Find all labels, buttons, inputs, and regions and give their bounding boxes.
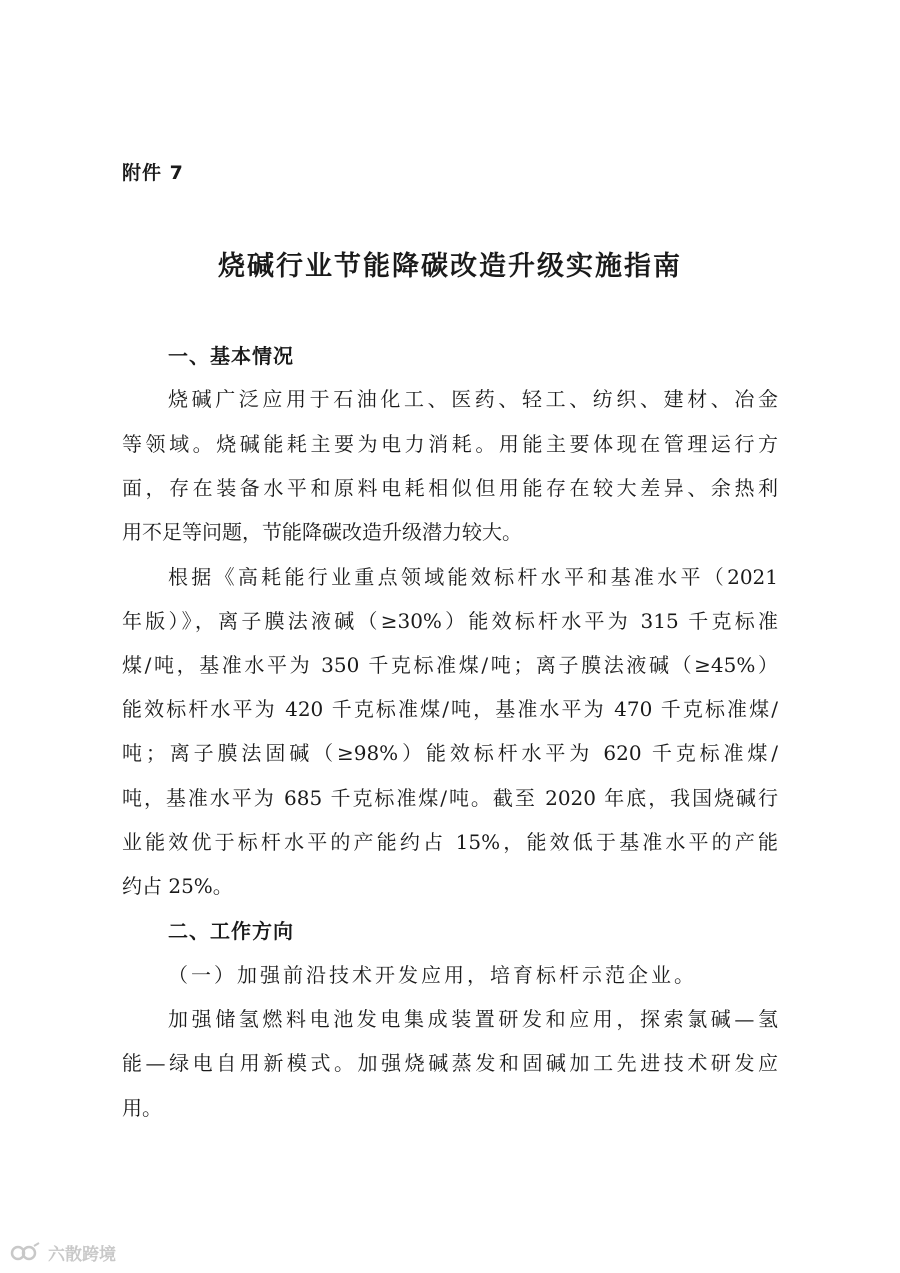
paragraph-line: 年版）》，离子膜法液碱（≥30%）能效标杆水平为 315 千克标准 [122,609,778,633]
paragraph-line: 用不足等问题，节能降碳改造升级潜力较大。 [122,520,522,544]
document-title: 烧碱行业节能降碳改造升级实施指南 [218,251,682,282]
watermark-text: 六散跨境 [48,1245,116,1265]
paragraph-line: 烧碱广泛应用于石油化工、医药、轻工、纺织、建材、冶金 [168,387,778,411]
attachment-label: 附件 7 [122,162,184,184]
watermark-logo-icon [10,1242,40,1264]
section-heading-direction: 二、工作方向 [168,919,294,943]
paragraph-line: 加强储氢燃料电池发电集成装置研发和应用，探索氯碱—氢 [168,1007,778,1031]
paragraph-line: 吨；离子膜法固碱（≥98%）能效标杆水平为 620 千克标准煤/ [122,741,778,765]
paragraph-line: 业能效优于标杆水平的产能约占 15%，能效低于基准水平的产能 [122,830,778,854]
watermark [10,1240,116,1265]
paragraph-line: 吨，基准水平为 685 千克标准煤/吨。截至 2020 年底，我国烧碱行 [122,786,778,810]
paragraph-line: 约占 25%。 [122,874,233,898]
paragraph-line: 等领域。烧碱能耗主要为电力消耗。用能主要体现在管理运行方 [122,432,778,456]
sub-heading-1: （一）加强前沿技术开发应用，培育标杆示范企业。 [168,963,697,987]
paragraph-line: 面，存在装备水平和原料电耗相似但用能存在较大差异、余热利 [122,476,778,500]
paragraph-line: 根据《高耗能行业重点领域能效标杆水平和基准水平（2021 [168,565,778,589]
paragraph-line: 能效标杆水平为 420 千克标准煤/吨，基准水平为 470 千克标准煤/ [122,697,778,721]
paragraph-line: 煤/吨，基准水平为 350 千克标准煤/吨；离子膜法液碱（≥45%） [122,653,778,677]
paragraph-line: 能—绿电自用新模式。加强烧碱蒸发和固碱加工先进技术研发应 [122,1051,778,1075]
section-heading-basic: 一、基本情况 [168,344,294,368]
paragraph-line: 用。 [122,1096,162,1120]
